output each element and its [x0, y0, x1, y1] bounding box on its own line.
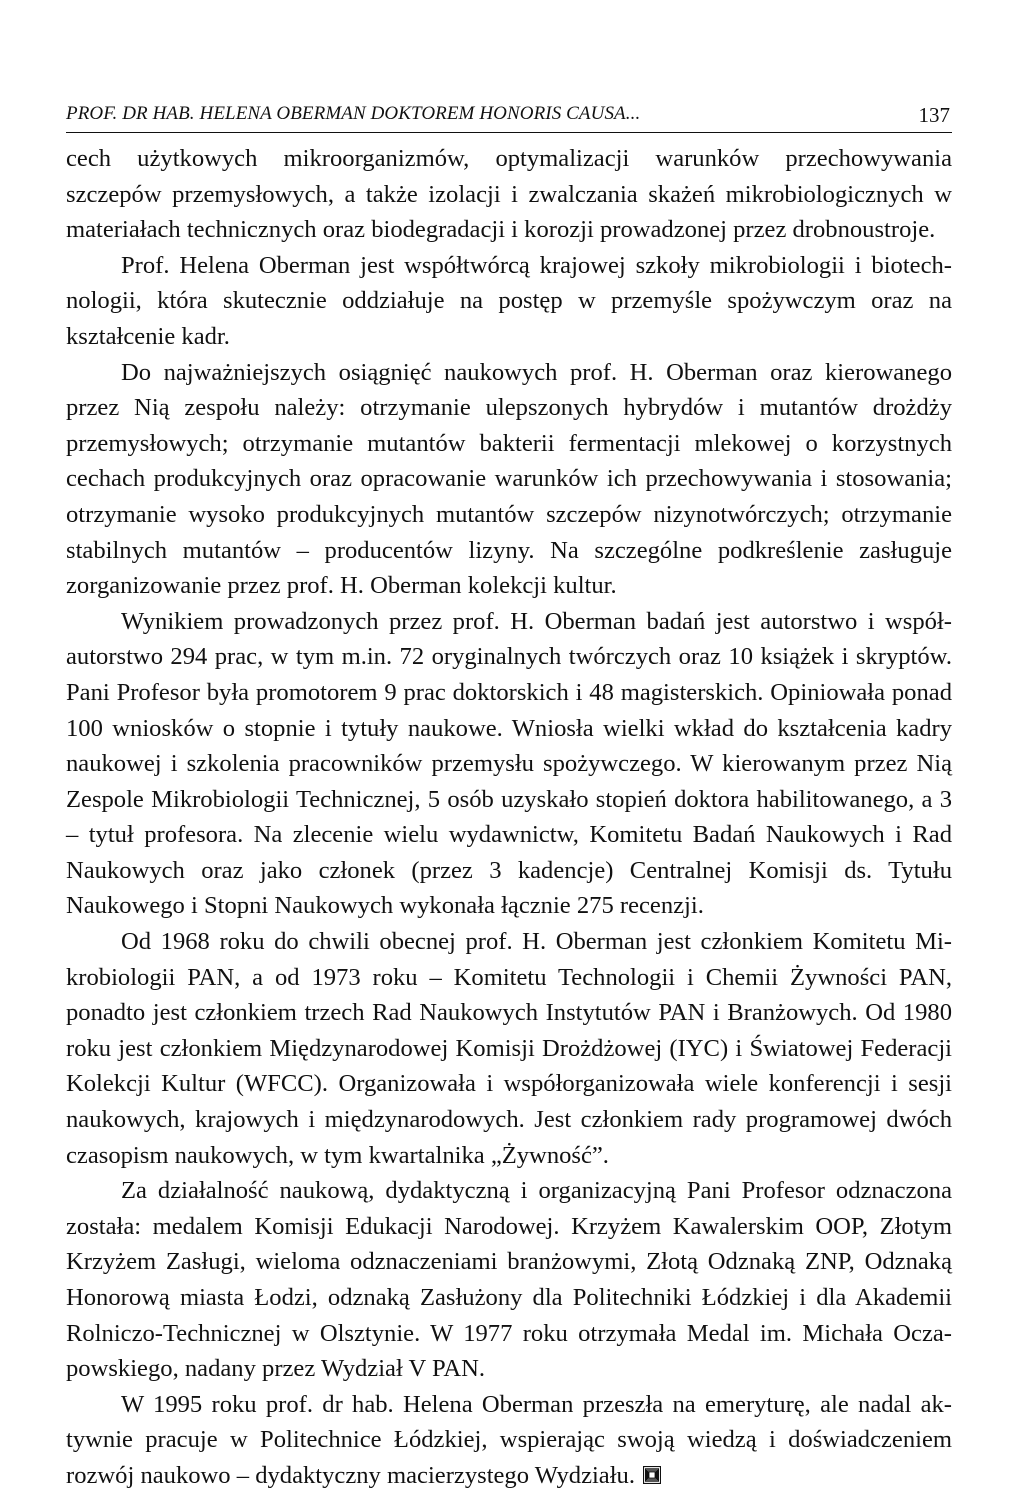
paragraph-text: Do najważniejszych osiągnięć naukowych prof. H. Oberman oraz kierowanego przez Nią zespołu należy: otrzymanie ulepszonych hybrydów i mutantów drożdży przemysłowych; otrzymanie mutantów bakterii fermentacji mlekowej o korzystnych cechach produkcyjnych oraz opracowanie warunków ich przechowywania i stosowania; otrzymanie wysoko produkcyjnych mutantów szczepów nizynotwórczych; otrzymanie stabilnych mutantów – producentów lizyny. Na szczególne podkreślenie zasługuje zorganizowanie przez prof. H. Oberman kolekcji kultur. [66, 358, 952, 600]
running-head [66, 96, 952, 133]
paragraph-text: Od 1968 roku do chwili obecnej prof. H. Oberman jest członkiem Komitetu Mikrobiologii PAN, a od 1973 roku – Komitetu Technologii i Chemii Żywności PAN, ponadto jest członkiem trzech Rad Naukowych Instytutów PAN i Branżowych. Od 1980 roku jest członkiem Międzynarodowej Komisji Drożdżowej (IYC) i Światowej Federacji Kolekcji Kultur (WFCC). Organizowała i współorganizowała wiele konferencji i sesji naukowych, krajowych i międzynarodowych. Jest członkiem rady programowej dwóch czasopism naukowych, w tym kwartalnika „Żywność”. [66, 928, 952, 1169]
journal-end-mark-icon [643, 1466, 661, 1484]
paragraph-text: Wynikiem prowadzonych przez prof. H. Oberman badań jest autorstwo i współautorstwo 294 prac, w tym m.in. 72 oryginalnych twórczych oraz 10 książek i skryptów. Pani Profesor była promotorem 9 prac doktorskich i 48 magisterskich. Opiniowała ponad 100 wniosków o stopnie i tytuły naukowe. Wniosła wielki wkład do kształcenia kadry naukowej i szkolenia pracowników przemysłu spożywczego. W kierowanym przez Nią Zespole Mikrobiologii Technicznej, 5 osób uzyskało stopień doktora habilitowanego, a 3 – tytuł profesora. Na zlecenie wielu wydawnictw, Komitetu Badań Naukowych i Rad Naukowych oraz jako członek (przez 3 kadencje) Centralnej Komisji ds. Tytułu Naukowego i Stopni Naukowych wykonała łącznie 275 recenzji. [66, 607, 952, 920]
paragraph-text: Za działalność naukową, dydaktyczną i organizacyjną Pani Profesor odznaczona została: medalem Komisji Edukacji Narodowej. Krzyżem Kawalerskim OOP, Złotym Krzyżem Zasługi, wieloma odznaczeniami branżowymi, Złotą Odznaką ZNP, Odznaką Honorową miasta Łodzi, odznaką Zasłużony dla Politechniki Łódzkiej i dla Akademii Rolniczo-Technicznej w Olsztynie. W 1977 roku otrzymała Medal im. Michała Oczapowskiego, nadany przez Wydział V PAN. [66, 1177, 952, 1383]
paragraph [66, 248, 952, 355]
paragraph-text: cech użytkowych mikroorganizmów, optymalizacji warunków przechowywania szczepów przemysłowych, a także izolacji i zwalczania skażeń mikrobiologicznych w materiałach technicznych oraz biodegradacji i korozji prowadzonej przez drobnoustroje. [66, 145, 952, 244]
article-body [66, 141, 952, 1494]
paragraph-text: W 1995 roku prof. dr hab. Helena Oberman przeszła na emeryturę, ale nadal aktywnie pracuje w Politechnice Łódzkiej, wspierając swoją wiedzą i doświadczeniem rozwój naukowo – dydaktyczny macierzystego Wydziału. [66, 1390, 952, 1489]
paragraph [66, 924, 952, 1173]
running-title: PROF. DR HAB. HELENA OBERMAN DOKTOREM HONORIS CAUSA... [66, 103, 641, 124]
paragraph [66, 604, 952, 924]
paragraph [66, 1173, 952, 1387]
paragraph-last [66, 1387, 952, 1494]
page [66, 96, 952, 1494]
paragraph [66, 141, 952, 248]
page-number: 137 [918, 103, 950, 127]
paragraph [66, 355, 952, 604]
paragraph-text: Prof. Helena Oberman jest współtwórcą krajowej szkoły mikrobiologii i biotechnologii, która skutecznie oddziałuje na postęp w przemyśle spożywczym oraz na kształcenie kadr. [66, 251, 952, 350]
